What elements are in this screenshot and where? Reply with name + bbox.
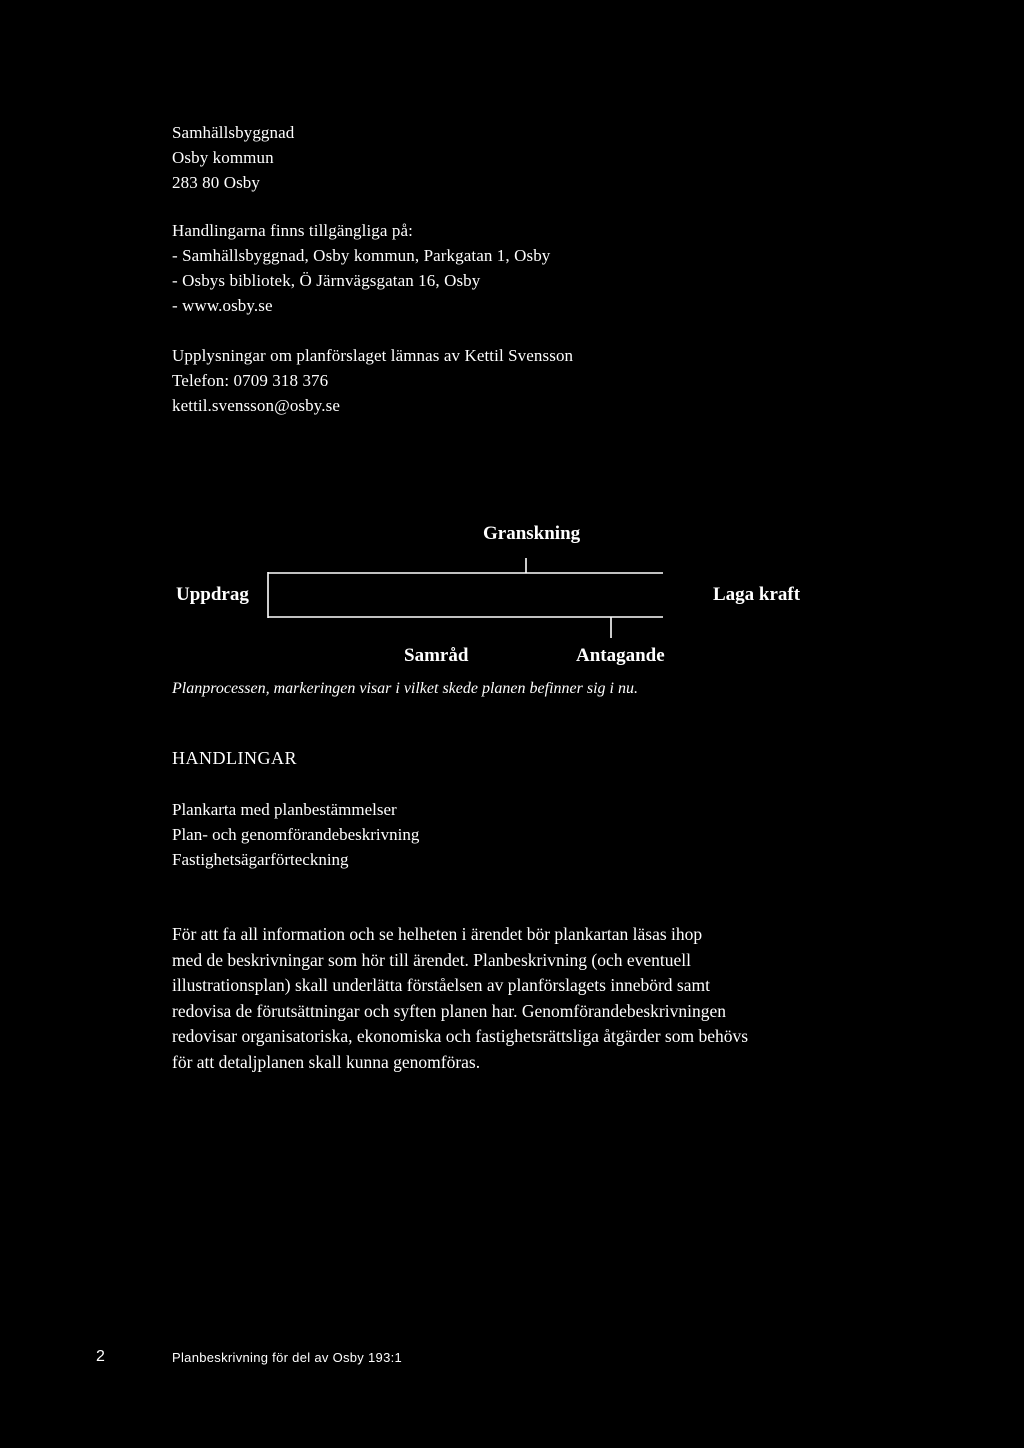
municipality-name: Osby kommun bbox=[172, 148, 274, 167]
document-item: Plankarta med planbestämmelser bbox=[172, 800, 397, 819]
paragraph-line: illustrationsplan) skall underlätta förståelsen av planförslagets innebörd samt bbox=[172, 975, 710, 995]
postal-address: 283 80 Osby bbox=[172, 173, 260, 192]
availability-item: - Osbys bibliotek, Ö Järnvägsgatan 16, Osby bbox=[172, 271, 481, 290]
body-paragraph bbox=[172, 922, 832, 1075]
contact-person-section bbox=[172, 343, 573, 418]
availability-section bbox=[172, 218, 550, 318]
paragraph-line: för att detaljplanen skall kunna genomföras. bbox=[172, 1051, 481, 1072]
department-name: Samhällsbyggnad bbox=[172, 123, 295, 142]
page-footer bbox=[96, 1348, 896, 1372]
documents-heading: HANDLINGAR bbox=[172, 748, 297, 768]
page-number: 2 bbox=[96, 1348, 105, 1365]
paragraph-line: med de beskrivningar som hör till ärendet. Planbeskrivning (och eventuell bbox=[172, 949, 692, 970]
paragraph-line: redovisa de förutsättningar och syften planen har. Genomförandebeskrivningen bbox=[172, 1000, 726, 1021]
footer-title: Planbeskrivning för del av Osby 193:1 bbox=[172, 1350, 403, 1365]
documents-list bbox=[172, 797, 419, 872]
step-laga-kraft: Laga kraft bbox=[713, 584, 801, 605]
step-granskning: Granskning bbox=[483, 523, 581, 544]
process-caption: Planprocessen, markeringen visar i vilket skede planen befinner sig i nu. bbox=[172, 680, 638, 697]
document-item: Fastighetsägarförteckning bbox=[172, 850, 349, 869]
paragraph-line: redovisar organisatoriska, ekonomiska och fastighetsrättsliga åtgärder som behövs bbox=[172, 1026, 749, 1046]
availability-item: - Samhällsbyggnad, Osby kommun, Parkgatan 1, Osby bbox=[172, 246, 551, 265]
document-item: Plan- och genomförandebeskrivning bbox=[172, 825, 420, 844]
contact-person: Upplysningar om planförslaget lämnas av Kettil Svensson bbox=[172, 346, 574, 365]
step-uppdrag: Uppdrag bbox=[176, 584, 249, 605]
availability-heading: Handlingarna finns tillgängliga på: bbox=[172, 221, 413, 240]
paragraph-line: För att fa all information och se helheten i ärendet bör plankartan läsas ihop bbox=[172, 924, 703, 944]
step-antagande: Antagande bbox=[576, 645, 665, 666]
plan-process-diagram bbox=[0, 510, 1024, 710]
phone-number: Telefon: 0709 318 376 bbox=[172, 371, 329, 390]
email-address[interactable]: kettil.svensson@osby.se bbox=[172, 396, 340, 415]
contact-address bbox=[172, 120, 294, 195]
step-samrad: Samråd bbox=[404, 645, 469, 666]
availability-link[interactable]: - www.osby.se bbox=[172, 296, 273, 315]
